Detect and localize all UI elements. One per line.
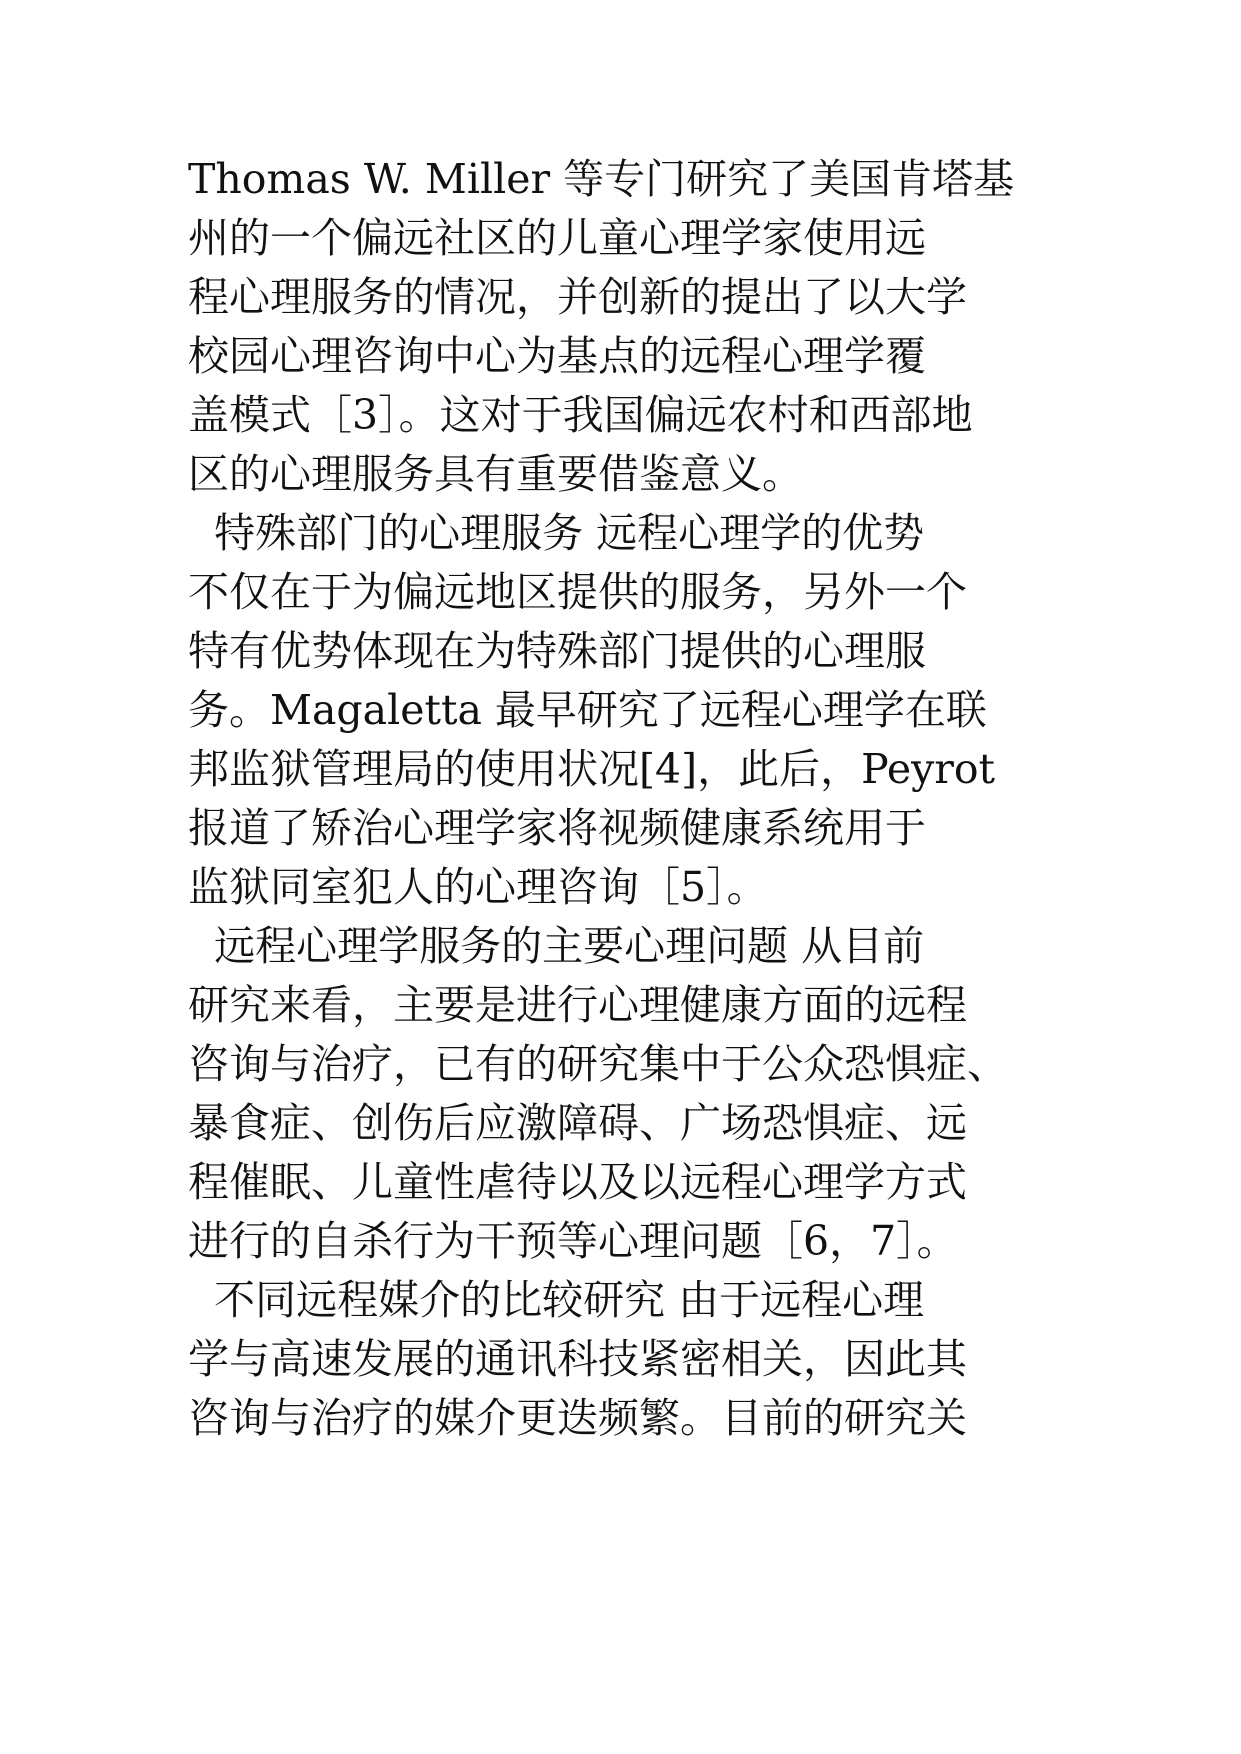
text-line: 州的一个偏远社区的儿童心理学家使用远 xyxy=(188,214,926,262)
text-line: 程心理服务的情况，并创新的提出了以大学 xyxy=(188,273,967,321)
text-line: 研究来看，主要是进行心理健康方面的远程 xyxy=(188,981,967,1029)
text-line: 特有优势体现在为特殊部门提供的心理服 xyxy=(188,627,926,675)
text-line: 咨询与治疗的媒介更迭频繁。目前的研究关 xyxy=(188,1394,967,1442)
text-line: 程催眠、儿童性虐待以及以远程心理学方式 xyxy=(188,1158,967,1206)
text-line: 邦监狱管理局的使用状况[4]，此后，Peyrot xyxy=(188,745,996,793)
text-line: 学与高速发展的通讯科技紧密相关，因此其 xyxy=(188,1335,967,1383)
text-line: 区的心理服务具有重要借鉴意义。 xyxy=(188,450,803,498)
text-line: 校园心理咨询中心为基点的远程心理学覆 xyxy=(188,332,926,380)
text-line: 不仅在于为偏远地区提供的服务，另外一个 xyxy=(188,568,967,616)
text-line: 监狱同室犯人的心理咨询［5］。 xyxy=(188,863,768,911)
text-line: 特殊部门的心理服务 远程心理学的优势 xyxy=(188,509,925,557)
text-line: 咨询与治疗，已有的研究集中于公众恐惧症、 xyxy=(188,1040,1008,1088)
text-line: Thomas W. Miller 等专门研究了美国肯塔基 xyxy=(188,155,1015,203)
text-line: 务。Magaletta 最早研究了远程心理学在联 xyxy=(188,686,987,734)
body-text xyxy=(188,150,1068,1448)
text-line: 报道了矫治心理学家将视频健康系统用于 xyxy=(188,804,926,852)
text-line: 进行的自杀行为干预等心理问题［6，7］。 xyxy=(188,1217,958,1265)
text-line: 暴食症、创伤后应激障碍、广场恐惧症、远 xyxy=(188,1099,967,1147)
text-line: 不同远程媒介的比较研究 由于远程心理 xyxy=(188,1276,925,1324)
text-line: 远程心理学服务的主要心理问题 从目前 xyxy=(188,922,925,970)
text-line: 盖模式［3］。这对于我国偏远农村和西部地 xyxy=(188,391,973,439)
